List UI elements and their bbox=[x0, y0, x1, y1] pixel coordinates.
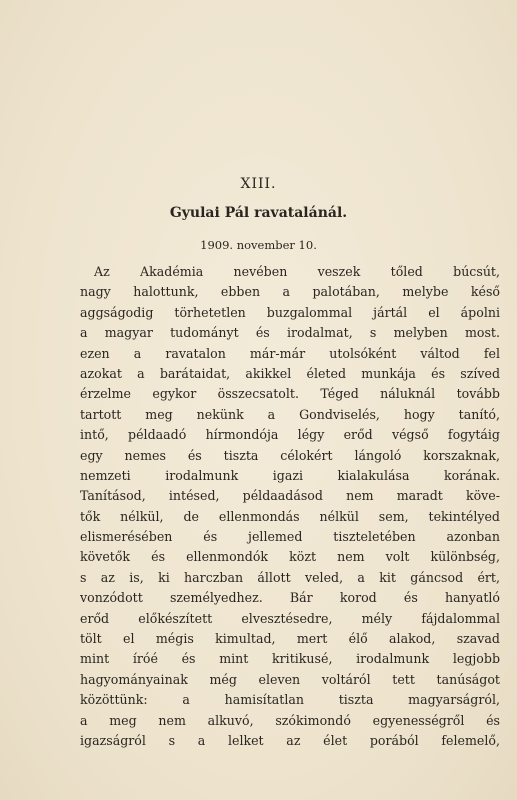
text-line: Tanításod, intésed, példaadásod nem maradt köve- bbox=[80, 488, 500, 504]
text-line: tartott meg nekünk a Gondviselés, hogy tanító, bbox=[80, 406, 500, 422]
text-line: érzelme egykor összecsatolt. Téged náluknál tovább bbox=[80, 386, 500, 402]
text-line: hagyományainak még eleven voltáról tett tanúságot bbox=[80, 671, 500, 687]
text-line: erőd előkészített elvesztésedre, mély fájdalommal bbox=[80, 610, 500, 626]
text-line: tők nélkül, de ellenmondás nélkül sem, tekintélyed bbox=[80, 508, 500, 524]
text-line: közöttünk: a hamisítatlan tiszta magyarságról, bbox=[80, 692, 500, 708]
text-line: mint íróé és mint kritikusé, irodalmunk legjobb bbox=[80, 651, 500, 667]
text-line: azokat a barátaidat, akikkel életed munkája és szíved bbox=[80, 365, 500, 381]
text-line: egy nemes és tiszta célokért lángoló korszaknak, bbox=[80, 447, 500, 463]
text-line: nemzeti irodalmunk igazi kialakulása korának. bbox=[80, 467, 500, 483]
text-line: intő, példaadó hírmondója légy erőd végső fogytáig bbox=[80, 427, 500, 443]
speech-date: 1909. november 10. bbox=[200, 238, 317, 252]
text-line: a meg nem alkuvó, szókimondó egyenességről és bbox=[80, 712, 500, 728]
text-line: ezen a ravatalon már-már utolsóként váltod fel bbox=[80, 345, 500, 361]
text-line: s az is, ki harczban állott veled, a kit gáncsod ért, bbox=[80, 569, 500, 585]
text-line: igazságról s a lelket az élet porából felemelő, bbox=[80, 732, 500, 748]
text-line: aggságodig törhetetlen buzgalommal jártál el ápolni bbox=[80, 304, 500, 320]
text-line: követők és ellenmondók közt nem volt különbség, bbox=[80, 549, 500, 565]
chapter-title: Gyulai Pál ravatalánál. bbox=[169, 205, 348, 221]
text-line: elismerésében és jellemed tiszteletében azonban bbox=[80, 529, 500, 545]
chapter-number: XIII. bbox=[240, 176, 277, 192]
text-line: tölt el mégis kimultad, mert élő alakod, szavad bbox=[80, 631, 500, 647]
text-line: a magyar tudományt és irodalmat, s melyben most. bbox=[80, 325, 500, 341]
text-line: vonzódott személyedhez. Bár korod és hanyatló bbox=[80, 590, 500, 606]
text-line: nagy halottunk, ebben a palotában, melybe késő bbox=[80, 284, 500, 300]
body-text bbox=[80, 262, 500, 751]
text-line: Az Akadémia nevében veszek tőled búcsút, bbox=[94, 264, 500, 279]
